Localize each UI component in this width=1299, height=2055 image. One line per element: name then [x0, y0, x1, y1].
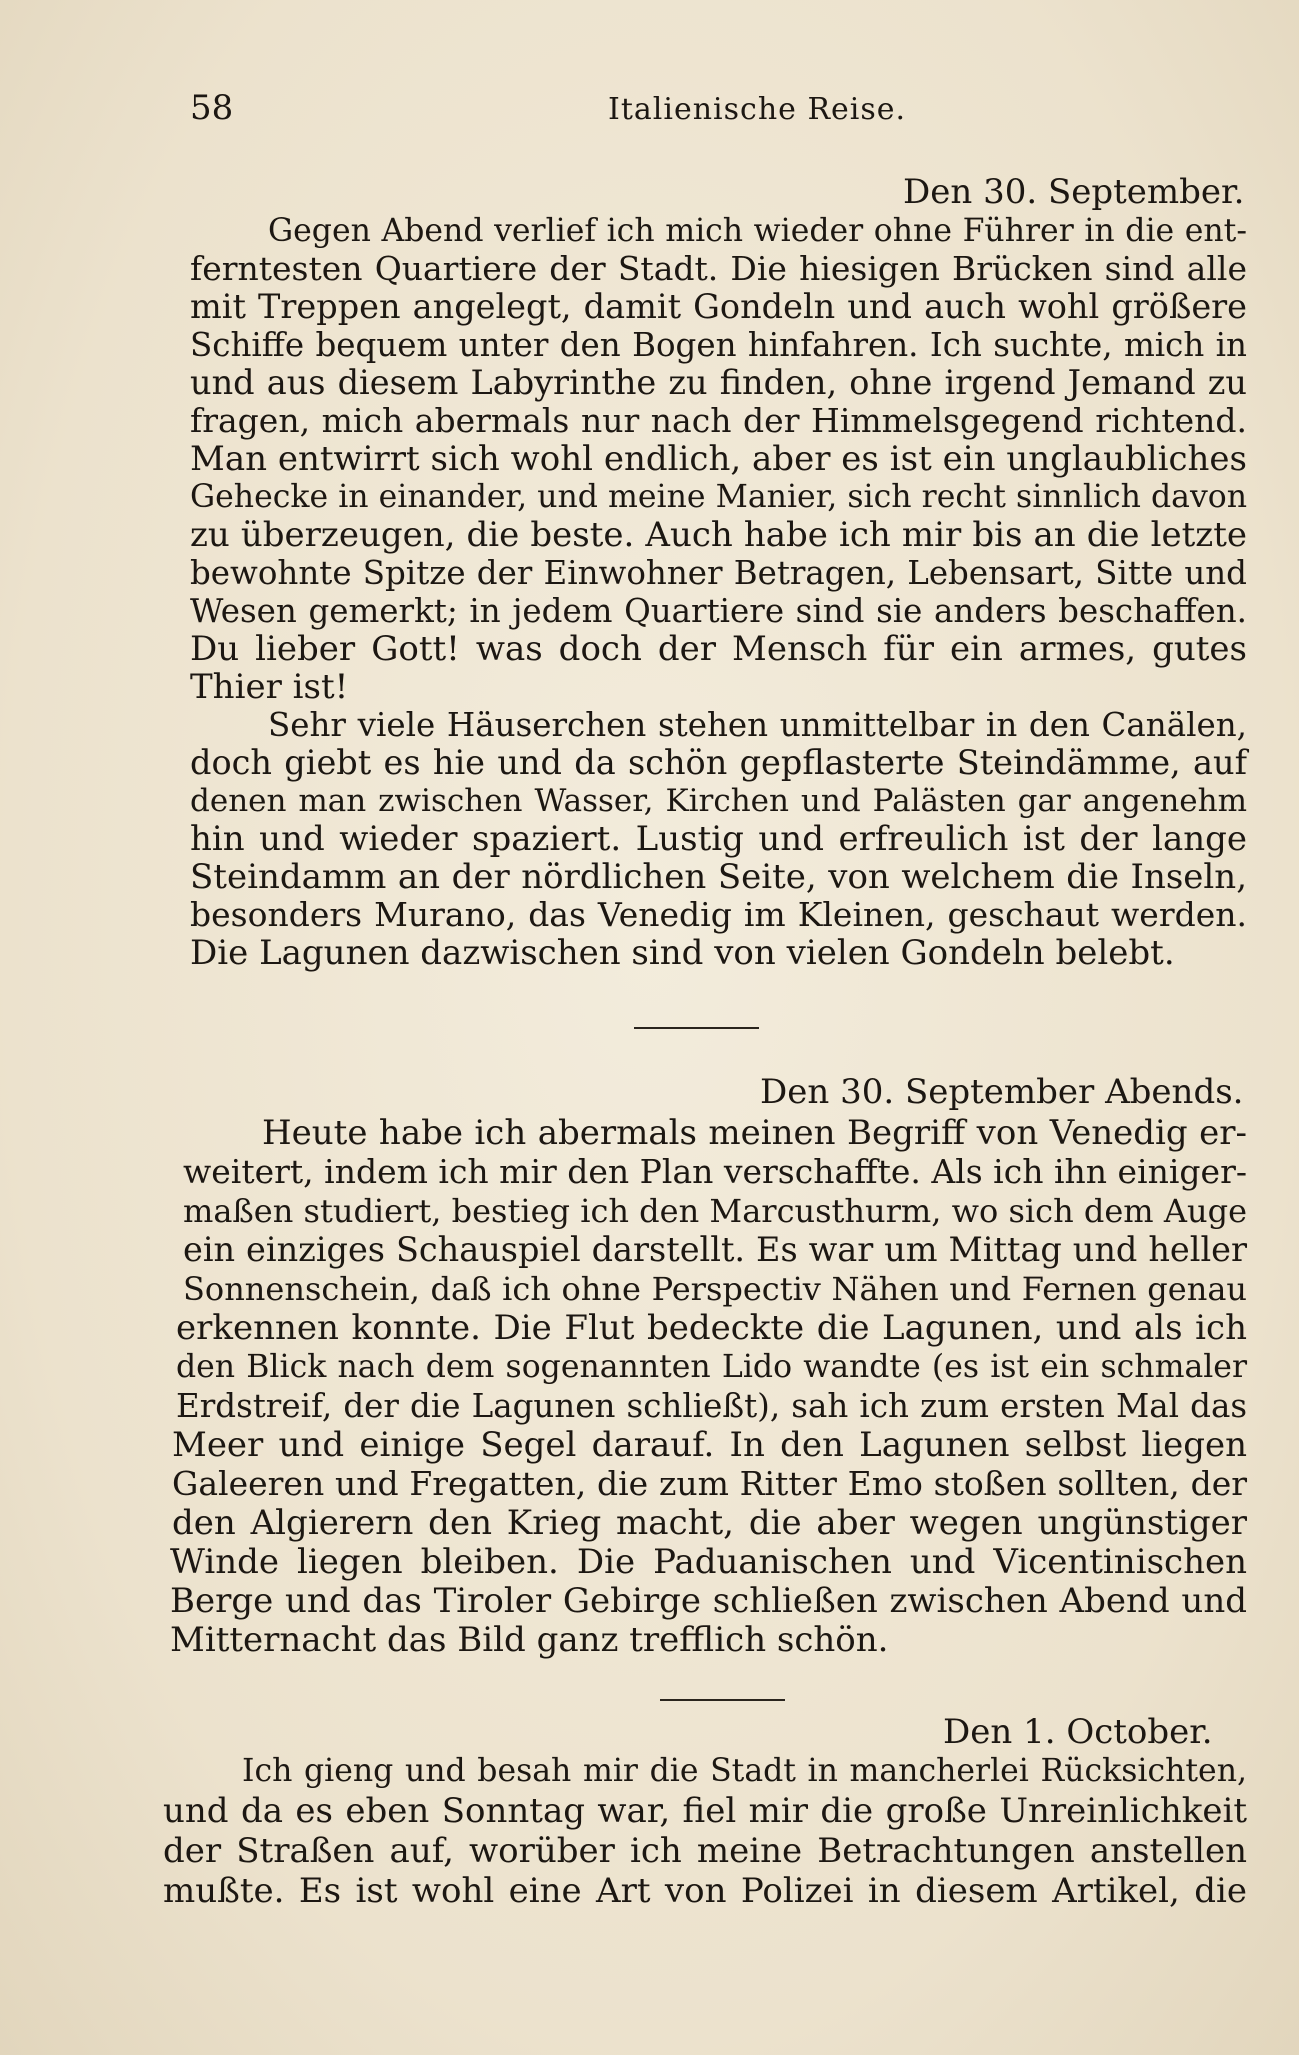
text-line: doch giebt es hie und da schön gepflasterte Steindämme, auf: [190, 743, 1247, 782]
text-line: Ich gieng und besah mir die Stadt in mancherlei Rücksichten,: [242, 1753, 1247, 1789]
text-line: zu überzeugen, die beste. Auch habe ich mir bis an die letzte: [190, 515, 1247, 555]
text-line: Winde liegen bleiben. Die Paduanischen und Vicentinischen: [170, 1542, 1247, 1582]
running-title: Italienische Reise.: [608, 92, 907, 127]
text-line: und aus diesem Labyrinthe zu finden, ohne irgend Jemand zu: [190, 363, 1247, 402]
text-line: maßen studiert, bestieg ich den Marcusthurm, wo sich dem Auge: [183, 1192, 1247, 1230]
text-line: Du lieber Gott! was doch der Mensch für ein armes, gutes: [190, 629, 1247, 669]
page-number: 58: [190, 88, 234, 128]
text-line: Gegen Abend verlief ich mich wieder ohne Führer in die ent-: [268, 213, 1247, 249]
text-line: Meer und einige Segel darauf. In den Lagunen selbst liegen: [172, 1425, 1247, 1465]
text-line-last: Thier ist!: [190, 667, 349, 707]
text-line: mußte. Es ist wohl eine Art von Polizei in diesem Artikel, die: [163, 1871, 1247, 1911]
text-line: Erdstreif, der die Lagunen schließt), sah ich zum ersten Mal das: [176, 1387, 1247, 1425]
text-line: besonders Murano, das Venedig im Kleinen, geschaut werden.: [190, 895, 1247, 934]
entry-date: Den 1. October.: [943, 1712, 1213, 1752]
text-line: denen man zwischen Wasser, Kirchen und Palästen gar angenehm: [190, 783, 1247, 819]
text-line: mit Treppen angelegt, damit Gondeln und auch wohl größere: [190, 287, 1247, 326]
text-line: erkennen konnte. Die Flut bedeckte die Lagunen, und als ich: [176, 1308, 1247, 1348]
text-line: Galeeren und Fregatten, die zum Ritter Emo stoßen sollten, der: [172, 1464, 1247, 1503]
entry-date: Den 30. September Abends.: [760, 1072, 1244, 1112]
text-line: Wesen gemerkt; in jedem Quartiere sind sie anders beschaffen.: [190, 592, 1247, 630]
text-line: der Straßen auf, worüber ich meine Betrachtungen anstellen: [163, 1831, 1247, 1871]
text-line: hin und wieder spaziert. Lustig und erfreulich ist der lange: [190, 819, 1247, 859]
section-divider: [634, 1027, 759, 1029]
section-divider: [660, 1699, 785, 1701]
text-line: den Blick nach dem sogenannten Lido wandte (es ist ein schmaler: [176, 1349, 1247, 1385]
page-header: [0, 88, 1299, 128]
text-line-last: Die Lagunen dazwischen sind von vielen Gondeln belebt.: [190, 933, 1175, 973]
text-line-last: Mitternacht das Bild ganz trefflich schön.: [170, 1620, 889, 1660]
entry-date: Den 30. September.: [903, 172, 1245, 212]
text-line: Gehecke in einander, und meine Manier, sich recht sinnlich davon: [190, 479, 1247, 515]
text-line: fragen, mich abermals nur nach der Himmelsgegend richtend.: [190, 401, 1247, 440]
text-line: ferntesten Quartiere der Stadt. Die hiesigen Brücken sind alle: [190, 249, 1247, 288]
text-line: und da es eben Sonntag war, fiel mir die große Unreinlichkeit: [163, 1791, 1247, 1831]
text-line: Sehr viele Häuserchen stehen unmittelbar in den Canälen,: [268, 706, 1247, 744]
text-line: den Algierern den Krieg macht, die aber wegen ungünstiger: [172, 1503, 1247, 1543]
text-line: ein einziges Schauspiel darstellt. Es war um Mittag und heller: [183, 1230, 1247, 1269]
text-line: Steindamm an der nördlichen Seite, von welchem die Inseln,: [190, 857, 1247, 897]
text-line: bewohnte Spitze der Einwohner Betragen, Lebensart, Sitte und: [190, 554, 1247, 592]
text-line: weitert, indem ich mir den Plan verschaffte. Als ich ihn einiger-: [183, 1152, 1247, 1191]
text-line: Heute habe ich abermals meinen Begriff von Venedig er-: [262, 1113, 1247, 1153]
text-line: Schiffe bequem unter den Bogen hinfahren. Ich suchte, mich in: [190, 326, 1247, 364]
text-line: Sonnenschein, daß ich ohne Perspectiv Nähen und Fernen genau: [183, 1270, 1247, 1308]
text-line: Man entwirrt sich wohl endlich, aber es ist ein unglaubliches: [190, 439, 1247, 479]
text-line: Berge und das Tiroler Gebirge schließen zwischen Abend und: [170, 1581, 1247, 1621]
